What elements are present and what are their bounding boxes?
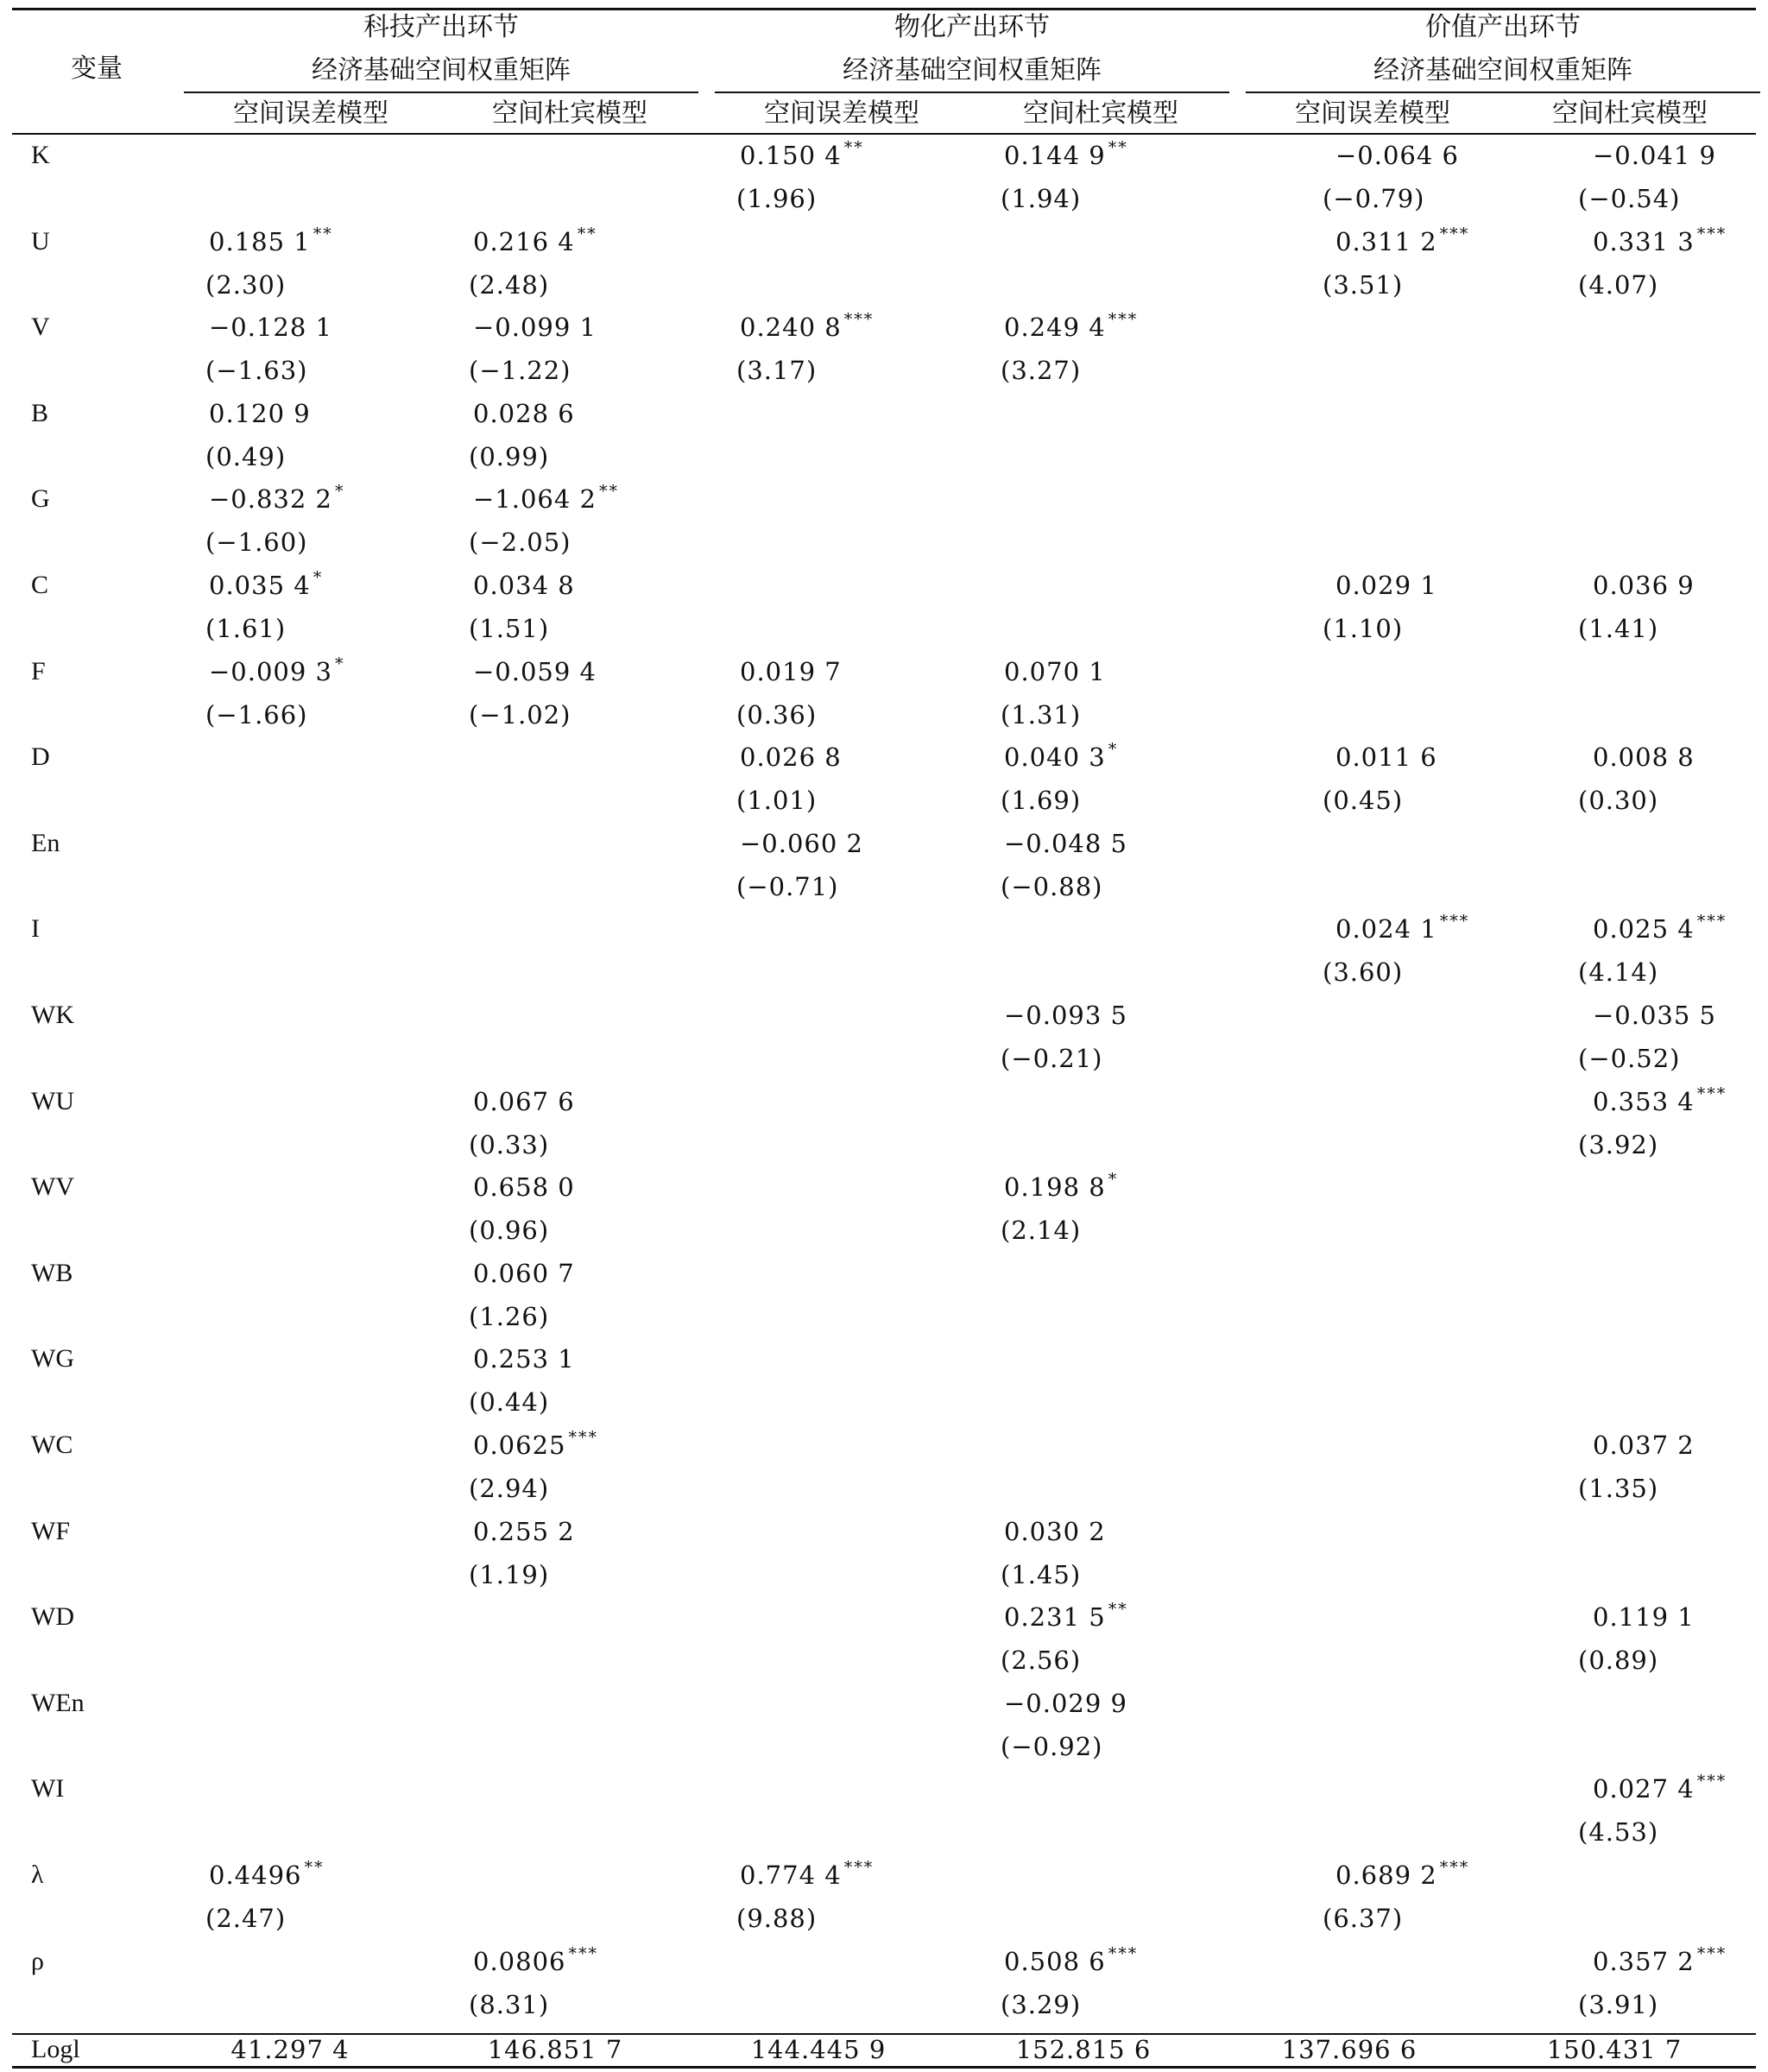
significance-stars: *** — [843, 310, 875, 330]
t-statistic: (−1.22) — [469, 356, 571, 386]
t-statistic: (−0.92) — [1001, 1731, 1103, 1761]
significance-stars: *** — [1696, 912, 1727, 932]
row-label: K — [31, 141, 50, 169]
coefficient-value: −0.099 1 — [473, 313, 597, 343]
significance-stars: *** — [1108, 310, 1139, 330]
coefficient — [1593, 1943, 1727, 1980]
coefficient — [473, 312, 597, 343]
coefficient-value: 0.658 0 — [473, 1172, 575, 1203]
coefficient-value: −0.064 6 — [1335, 141, 1459, 170]
coefficient — [473, 1943, 598, 1980]
row-label: U — [31, 226, 50, 256]
coefficient-value: 0.508 6 — [1004, 1946, 1106, 1976]
coefficient-value: 0.198 8 — [1004, 1172, 1106, 1203]
group-subtitle-material: 经济基础空间权重矩阵 — [843, 55, 1102, 85]
coefficient-value: 0.008 8 — [1593, 742, 1695, 773]
logl-label: Logl — [31, 2035, 80, 2063]
coefficient-value: 0.060 7 — [473, 1258, 575, 1288]
significance-stars: *** — [568, 1943, 598, 1963]
header-rule — [12, 133, 1756, 135]
t-statistic: (−2.05) — [469, 527, 571, 558]
t-statistic: (−0.52) — [1578, 1044, 1681, 1073]
t-statistic: (1.96) — [736, 184, 818, 213]
t-statistic: (−0.21) — [1001, 1044, 1103, 1073]
coefficient-value: 0.040 3 — [1004, 742, 1106, 773]
row-label: C — [31, 571, 49, 599]
logl-value: 144.445 9 — [750, 2035, 887, 2064]
coefficient-value: 0.150 4 — [740, 141, 842, 170]
coefficient — [1004, 1000, 1127, 1031]
logl-value: 41.297 4 — [230, 2035, 350, 2064]
t-statistic: (−0.54) — [1578, 184, 1681, 213]
t-statistic: (1.51) — [469, 614, 550, 643]
logl-value: 150.431 7 — [1546, 2035, 1683, 2064]
significance-stars: *** — [1108, 1943, 1139, 1963]
t-statistic: (3.92) — [1578, 1129, 1659, 1159]
row-label: I — [31, 914, 40, 944]
t-statistic: (9.88) — [736, 1904, 818, 1933]
column-header: 空间杜宾模型 — [492, 98, 647, 129]
t-statistic: (2.14) — [1001, 1216, 1082, 1246]
coefficient-value: −0.035 5 — [1593, 1001, 1716, 1030]
t-statistic: (0.89) — [1578, 1646, 1659, 1676]
coefficient-value: 0.034 8 — [473, 571, 575, 600]
coefficient — [1004, 1688, 1127, 1719]
coefficient — [209, 312, 332, 343]
coefficient — [1004, 742, 1118, 776]
coefficient-value: −0.128 1 — [209, 313, 332, 343]
coefficient — [1004, 312, 1138, 346]
coefficient-value: 0.216 4 — [473, 226, 575, 256]
significance-stars: ** — [843, 138, 864, 157]
coefficient-value: 0.036 9 — [1593, 571, 1695, 600]
row-label: WI — [31, 1774, 65, 1804]
t-statistic: (0.30) — [1578, 786, 1659, 816]
t-statistic: (1.19) — [469, 1559, 550, 1589]
coefficient-value: 0.249 4 — [1004, 313, 1106, 343]
significance-stars: *** — [1696, 1772, 1727, 1791]
coefficient — [740, 828, 863, 859]
t-statistic: (0.44) — [469, 1387, 550, 1418]
column-header: 空间杜宾模型 — [1023, 98, 1178, 129]
t-statistic: (0.99) — [469, 441, 550, 471]
group-subtitle-tech: 经济基础空间权重矩阵 — [312, 55, 571, 85]
coefficient — [1593, 1083, 1727, 1121]
row-label: WG — [31, 1344, 74, 1374]
coefficient — [473, 570, 575, 601]
coefficient-value: 0.0625 — [473, 1431, 566, 1460]
coefficient-value: 0.689 2 — [1335, 1860, 1437, 1890]
coefficient — [1004, 828, 1127, 859]
t-statistic: (1.01) — [736, 786, 818, 816]
significance-stars: *** — [1439, 912, 1470, 932]
row-label: D — [31, 742, 50, 772]
coefficient-value: 0.019 7 — [740, 656, 842, 686]
bottom-rule — [12, 2066, 1756, 2069]
coefficient-value: 0.185 1 — [209, 226, 311, 256]
t-statistic: (4.53) — [1578, 1817, 1659, 1848]
t-statistic: (−0.88) — [1001, 871, 1103, 901]
coefficient-value: −0.048 5 — [1004, 828, 1127, 858]
significance-stars: * — [335, 654, 345, 673]
coefficient — [473, 1086, 575, 1117]
coefficient-value: −1.064 2 — [473, 484, 597, 515]
coefficient-value: 0.026 8 — [740, 742, 842, 773]
coefficient — [473, 1258, 575, 1289]
coefficient-value: 0.119 1 — [1593, 1602, 1695, 1633]
coefficient — [1335, 570, 1437, 601]
coefficient — [1593, 1000, 1716, 1031]
coefficient-value: −0.009 3 — [209, 656, 332, 686]
coefficient-value: 0.357 2 — [1593, 1946, 1695, 1976]
group-subtitle-value: 经济基础空间权重矩阵 — [1373, 55, 1632, 85]
row-label: ρ — [31, 1946, 44, 1975]
coefficient-value: 0.070 1 — [1004, 656, 1106, 686]
t-statistic: (1.31) — [1001, 699, 1082, 730]
coefficient — [1004, 1516, 1106, 1547]
coefficient-value: 0.028 6 — [473, 398, 575, 428]
significance-stars: ** — [577, 224, 597, 243]
t-statistic: (−1.66) — [205, 699, 308, 730]
coefficient-value: 0.144 9 — [1004, 141, 1106, 170]
significance-stars: * — [313, 568, 324, 587]
group-title-material: 物化产出环节 — [894, 12, 1050, 42]
coefficient-value: −0.093 5 — [1004, 1001, 1127, 1030]
logl-value: 152.815 6 — [1015, 2035, 1152, 2064]
t-statistic: (1.45) — [1001, 1559, 1082, 1589]
group-title-value: 价值产出环节 — [1425, 12, 1581, 42]
t-statistic: (3.60) — [1323, 957, 1404, 988]
significance-stars: * — [1108, 740, 1119, 760]
coefficient — [209, 483, 345, 518]
coefficient-value: 0.037 2 — [1593, 1431, 1695, 1460]
row-label: G — [31, 484, 50, 514]
group-rule-3 — [1246, 92, 1760, 93]
t-statistic: (0.49) — [205, 441, 287, 471]
t-statistic: (1.94) — [1001, 184, 1082, 213]
t-statistic: (1.10) — [1323, 614, 1404, 643]
row-label: WEn — [31, 1688, 85, 1717]
coefficient-value: 0.024 1 — [1335, 914, 1437, 944]
coefficient — [1335, 140, 1459, 171]
coefficient-value: 0.025 4 — [1593, 914, 1695, 944]
t-statistic: (0.33) — [469, 1129, 550, 1159]
t-statistic: (4.07) — [1578, 269, 1659, 300]
t-statistic: (1.61) — [205, 614, 287, 643]
t-statistic: (1.69) — [1001, 786, 1082, 816]
coefficient — [1335, 1860, 1469, 1894]
significance-stars: ** — [1108, 1600, 1128, 1620]
row-label: λ — [31, 1860, 44, 1889]
group-rule-2 — [715, 92, 1229, 93]
coefficient — [209, 398, 311, 429]
coefficient-value: 0.774 4 — [740, 1860, 842, 1890]
coefficient — [1335, 913, 1469, 948]
t-statistic: (6.37) — [1323, 1904, 1404, 1933]
coefficient — [1593, 1773, 1727, 1808]
coefficient — [209, 1860, 324, 1894]
significance-stars: *** — [1439, 224, 1470, 243]
significance-stars: *** — [1696, 1083, 1727, 1103]
row-label: WC — [31, 1431, 73, 1459]
coefficient-value: 0.027 4 — [1593, 1774, 1695, 1804]
coefficient — [473, 656, 597, 687]
t-statistic: (0.96) — [469, 1216, 550, 1246]
t-statistic: (2.56) — [1001, 1646, 1082, 1676]
t-statistic: (8.31) — [469, 1989, 550, 2019]
coefficient-value: 0.035 4 — [209, 571, 311, 600]
significance-stars: *** — [568, 1428, 598, 1447]
t-statistic: (−1.02) — [469, 699, 571, 730]
coefficient — [473, 1343, 575, 1374]
coefficient-value: 0.0806 — [473, 1946, 566, 1976]
coefficient-value: 0.029 1 — [1335, 571, 1437, 600]
coefficient — [1335, 226, 1469, 261]
coefficient — [1593, 913, 1727, 948]
coefficient — [740, 742, 842, 773]
column-header: 空间误差模型 — [764, 98, 919, 129]
t-statistic: (2.48) — [469, 269, 550, 300]
significance-stars: ** — [304, 1858, 325, 1877]
logl-value: 137.696 6 — [1281, 2035, 1418, 2064]
coefficient — [473, 1516, 575, 1547]
group-rule-1 — [184, 92, 698, 93]
coefficient-value: 0.253 1 — [473, 1344, 575, 1374]
coefficient — [1593, 1601, 1695, 1633]
t-statistic: (1.26) — [469, 1301, 550, 1331]
row-label: WU — [31, 1086, 74, 1115]
coefficient — [740, 656, 842, 687]
coefficient-value: −0.060 2 — [740, 828, 863, 858]
coefficient — [1593, 226, 1727, 261]
coefficient-value: −0.059 4 — [473, 656, 597, 686]
group-title-tech: 科技产出环节 — [363, 12, 519, 42]
coefficient — [1593, 742, 1695, 773]
t-statistic: (1.41) — [1578, 614, 1659, 643]
significance-stars: *** — [1696, 224, 1727, 243]
row-label: B — [31, 398, 49, 427]
coefficient — [1004, 140, 1128, 174]
t-statistic: (0.45) — [1323, 786, 1404, 816]
logl-value: 146.851 7 — [487, 2035, 623, 2064]
t-statistic: (2.47) — [205, 1904, 287, 1933]
row-label: En — [31, 828, 60, 857]
row-label: F — [31, 656, 46, 685]
row-header: 变量 — [71, 54, 123, 84]
coefficient — [740, 1860, 874, 1894]
coefficient-value: 0.067 6 — [473, 1086, 575, 1116]
significance-stars: *** — [1439, 1858, 1470, 1877]
t-statistic: (4.14) — [1578, 957, 1659, 988]
coefficient — [473, 1430, 598, 1464]
coefficient — [473, 398, 575, 429]
coefficient-value: 0.4496 — [209, 1860, 302, 1890]
t-statistic: (3.17) — [736, 356, 818, 386]
row-label: WF — [31, 1516, 70, 1545]
coefficient-value: 0.030 2 — [1004, 1516, 1106, 1546]
coefficient-value: −0.041 9 — [1593, 141, 1716, 170]
significance-stars: ** — [313, 224, 333, 243]
coefficient-value: 0.311 2 — [1335, 226, 1437, 256]
t-statistic: (3.51) — [1323, 269, 1404, 300]
significance-stars: ** — [599, 482, 619, 502]
coefficient — [1593, 570, 1695, 601]
row-label: WV — [31, 1172, 74, 1202]
column-header: 空间误差模型 — [233, 98, 388, 129]
coefficient-value: −0.832 2 — [209, 484, 332, 515]
coefficient-value: 0.331 3 — [1593, 226, 1695, 256]
row-label: WK — [31, 1001, 74, 1029]
significance-stars: *** — [843, 1858, 875, 1877]
t-statistic: (−1.60) — [205, 527, 308, 558]
coefficient-value: 0.255 2 — [473, 1516, 575, 1546]
coefficient — [1593, 1430, 1695, 1461]
t-statistic: (2.94) — [469, 1474, 550, 1503]
coefficient — [473, 483, 619, 518]
significance-stars: * — [1108, 1170, 1119, 1190]
coefficient — [740, 140, 864, 174]
row-label: WD — [31, 1602, 74, 1632]
coefficient-value: −0.029 9 — [1004, 1688, 1127, 1718]
t-statistic: (−0.71) — [736, 871, 839, 901]
coefficient — [1004, 1601, 1128, 1636]
top-rule — [12, 8, 1756, 10]
coefficient — [1004, 1172, 1118, 1206]
coefficient-value: 0.353 4 — [1593, 1086, 1695, 1116]
row-label: V — [31, 313, 50, 342]
column-header: 空间杜宾模型 — [1552, 98, 1708, 129]
coefficient — [209, 570, 323, 604]
t-statistic: (1.35) — [1578, 1474, 1659, 1503]
coefficient — [209, 226, 333, 261]
t-statistic: (3.91) — [1578, 1989, 1659, 2019]
t-statistic: (3.29) — [1001, 1989, 1082, 2019]
coefficient — [473, 226, 597, 261]
coefficient — [1004, 1943, 1139, 1980]
coefficient — [740, 312, 874, 346]
coefficient — [1004, 656, 1106, 687]
coefficient-value: 0.240 8 — [740, 313, 842, 343]
coefficient — [473, 1172, 575, 1203]
t-statistic: (0.36) — [736, 699, 818, 730]
significance-stars: ** — [1108, 138, 1128, 157]
coefficient-value: 0.231 5 — [1004, 1602, 1106, 1633]
t-statistic: (2.30) — [205, 269, 287, 300]
significance-stars: * — [335, 482, 345, 502]
t-statistic: (−0.79) — [1323, 184, 1425, 213]
coefficient-value: 0.120 9 — [209, 398, 311, 428]
coefficient — [1593, 140, 1716, 171]
coefficient-value: 0.011 6 — [1335, 742, 1437, 773]
coefficient — [1335, 742, 1437, 773]
t-statistic: (−1.63) — [205, 356, 308, 386]
column-header: 空间误差模型 — [1295, 98, 1450, 129]
t-statistic: (3.27) — [1001, 356, 1082, 386]
coefficient — [209, 656, 345, 691]
row-label: WB — [31, 1258, 73, 1287]
significance-stars: *** — [1696, 1943, 1727, 1963]
